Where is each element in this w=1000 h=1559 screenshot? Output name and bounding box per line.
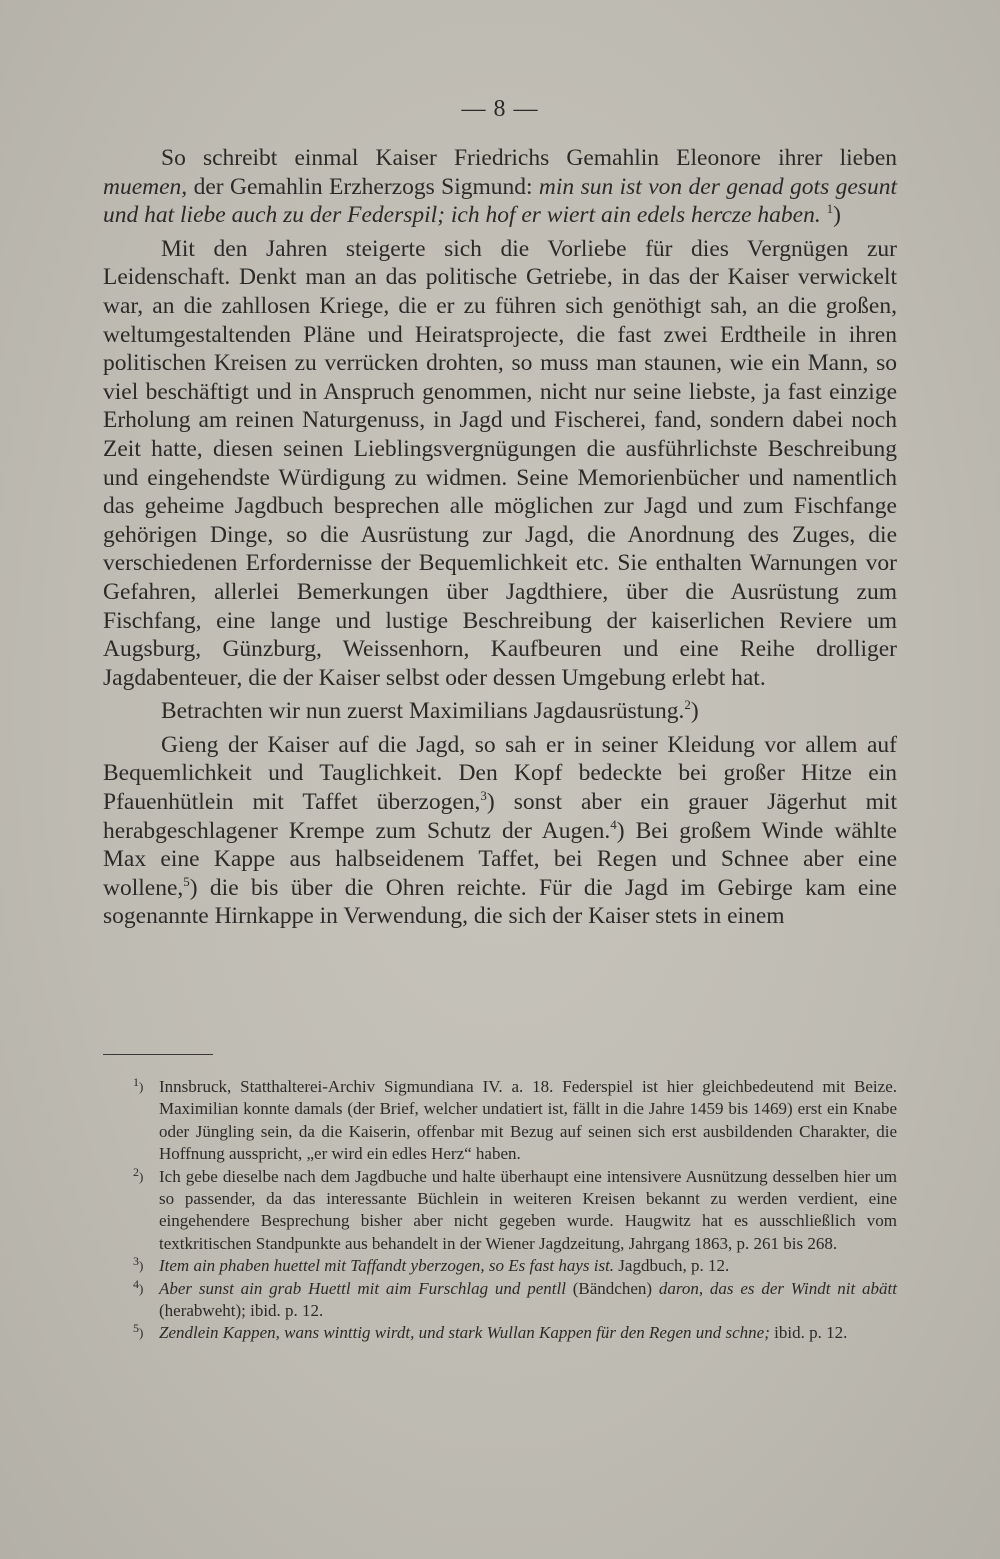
footnote-ref-1[interactable]: 1 xyxy=(826,201,834,217)
text-segment: der Gemahlin Erzherzogs Sigmund: xyxy=(187,173,539,200)
footnote-marker: $^3$) xyxy=(133,1254,144,1274)
footnote-text: Ich gebe dieselbe nach dem Jagdbuche und halte überhaupt eine intensivere Ausnützung desselben hier um so passender, da das interessante Büchlein in weiteren Kreisen bekannt zu werden verdient, eine eingehendere Besprechung bisher aber nicht gegeben wurde. Haugwitz hat es ausschließlich vom textkritischen Standpunkte aus behandelt in der Wiener Jagdzeitung, Jahrgang 1863, p. 261 bis 268. xyxy=(159,1166,897,1253)
text-segment: ) Bei großem Winde wählte Max eine Kappe aus halbseidenem Taffet, bei Regen und Schnee aber eine wollene, xyxy=(103,817,897,901)
footnote-text: (Bändchen) xyxy=(565,1278,659,1298)
text-segment: Gieng der Kaiser auf die Jagd, so sah er in seiner Kleidung vor allem auf Bequemlichkeit und Tauglichkeit. Den Kopf bedeckte bei großer Hitze ein Pfauenhütlein mit Taffet überzogen, xyxy=(103,731,897,816)
text-segment: So schreibt einmal Kaiser Friedrichs Gemahlin Eleonore ihrer lieben xyxy=(161,145,897,171)
paragraph-2: Mit den Jahren steigerte sich die Vorliebe für dies Vergnügen zur Leidenschaft. Denkt man an das politische Getriebe, in das der Kaiser verwickelt war, an die zahllosen Kriege, die er zu führen sich genöthigt sah, an die großen, weltumgestaltenden Pläne und Heiratsprojecte, die fast zwei Erdtheile in ihren politischen Kreisen zu verrücken drohten, so muss man staunen, wie ein Mann, so viel beschäftigt und in Anspruch genommen, nicht nur seine liebste, ja fast einzige Erholung am reinen Naturgenuss, in Jagd und Fischerei, fand, sondern dabei noch Zeit hatte, diesen seinen Lieblingsvergnügungen die ausführlichste Beschreibung und eingehendste Würdigung zu widmen. Seine Memorienbücher und namentlich das geheime Jagdbuch besprechen alle möglichen zur Jagd und zum Fischfange gehörigen Dinge, so die Ausrüstung zur Jagd, die Anordnung des Zuges, die verschiedenen Erfordernisse der Bequemlichkeit etc. Sie enthalten Warnungen vor Gefahren, allerlei Bemerkungen über Jagdthiere, über die Ausrüstung zum Fischfang, eine lange und lustige Beschreibung der kaiserlichen Reviere um Augsburg, Günzburg, Weissenhorn, Kaufbeuren und eine Reihe drolliger Jagdabenteuer, die der Kaiser selbst oder dessen Umgebung erlebt hat. xyxy=(103,235,897,691)
footnote-quote: Item ain phaben huettel mit Taffandt yberzogen, so Es fast hays ist. xyxy=(159,1256,615,1276)
footnote-2 xyxy=(103,1166,897,1256)
footnote-quote: Aber sunst ain grab Huettl mit aim Furschlag und pentll xyxy=(159,1278,566,1298)
footnote-3 xyxy=(103,1255,897,1277)
footnote-text: (herabweht); ibid. p. 12. xyxy=(159,1301,324,1321)
text-segment: ) xyxy=(690,698,699,725)
footnote-ref-3[interactable]: 3 xyxy=(480,788,487,804)
footnote-marker: $^2$) xyxy=(133,1164,144,1184)
footnote-4 xyxy=(103,1278,897,1323)
footnote-quote: daron, das es der Windt nit abätt xyxy=(658,1278,897,1298)
footnote-5 xyxy=(103,1322,897,1344)
main-text xyxy=(103,144,897,931)
footnote-ref-5[interactable]: 5 xyxy=(183,873,190,889)
footnote-ref-4[interactable]: 4 xyxy=(610,816,617,832)
footnote-marker: $^5$) xyxy=(133,1321,144,1341)
footnote-separator xyxy=(103,1054,213,1055)
footnote-marker: $^1$) xyxy=(133,1075,144,1094)
italic-quote: min sun ist von der genad gots gesunt und hat liebe auch zu der Federspil; ich hof er wiert ain edels hercze haben. xyxy=(103,173,897,229)
text-segment: Betrachten wir nun zuerst Maximilians Jagdausrüstung. xyxy=(161,698,685,725)
italic-quote: muemen, xyxy=(103,173,188,200)
text-segment: ) sonst aber ein grauer Jägerhut mit herabgeschlagener Krempe zum Schutz der Augen. xyxy=(103,789,897,844)
footnotes xyxy=(103,1076,897,1345)
footnote-marker: $^4$) xyxy=(133,1276,144,1296)
footnote-text: Innsbruck, Statthalterei-Archiv Sigmundiana IV. a. 18. Federspiel ist hier gleichbedeutend mit Beize. Maximilian konnte damals (der Brief, welcher undatiert ist, fällt in die Jahre 1459 bis 1469) erst ein Knabe oder Jüngling sein, da die Kaiserin, offenbar mit Bezug auf seinen sich erst ausbildenden Charakter, die Hoffnung ausspricht, „er wird ein edles Herz“ haben. xyxy=(159,1077,897,1164)
footnote-text: ibid. p. 12. xyxy=(769,1323,848,1343)
text-segment: ) die bis über die Ohren reichte. Für die Jagd im Gebirge kam eine sogenannte Hirnkappe in Verwendung, die sich der Kaiser stets in einem xyxy=(103,874,897,930)
footnote-1 xyxy=(103,1076,897,1166)
page-number: — 8 — xyxy=(461,96,539,122)
footnote-ref-2[interactable]: 2 xyxy=(684,697,691,713)
paragraph-1 xyxy=(103,144,897,230)
text-segment: ) xyxy=(833,202,841,229)
footnote-quote: Zendlein Kappen, wans winttig wirdt, und stark Wullan Kappen für den Regen und schne; xyxy=(159,1323,770,1343)
paragraph-4 xyxy=(103,731,897,931)
footnote-text: Jagdbuch, p. 12. xyxy=(614,1256,730,1276)
paragraph-3 xyxy=(103,697,897,726)
